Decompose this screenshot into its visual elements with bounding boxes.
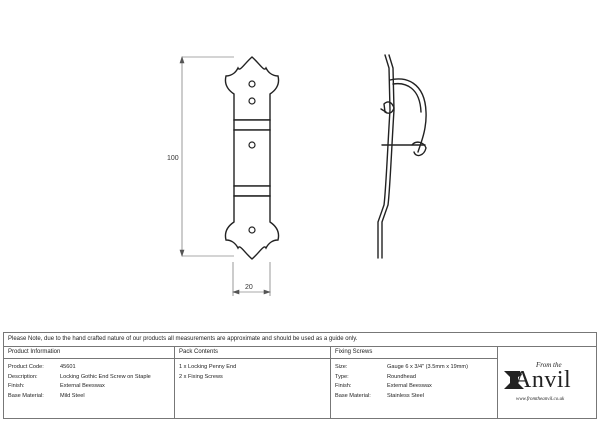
info-row: Base Material: Stainless Steel [335, 392, 425, 399]
info-row: Size: Gauge 6 x 3/4" (3.5mm x 19mm) [335, 364, 468, 370]
pack-contents-section [175, 347, 331, 418]
info-row: Finish: External Beeswax [8, 383, 105, 389]
height-dimension-label: 100 [167, 155, 179, 162]
logo-from-text: From the [536, 361, 562, 369]
info-row: Finish: External Beeswax [335, 383, 432, 389]
logo-name-text: Anvil [514, 367, 572, 393]
product-information-section [4, 347, 175, 418]
section-heading: Pack Contents [175, 347, 330, 359]
logo-url-text: www.fromtheanvil.co.uk [516, 397, 565, 402]
section-heading: Fixing Screws [331, 347, 497, 359]
info-row: Description: Locking Gothic End Screw on Staple [8, 373, 151, 380]
info-row: Product Code: 45601 [8, 364, 76, 370]
width-dimension-label: 20 [245, 284, 253, 291]
info-table [3, 346, 597, 419]
fixing-screws-section [331, 347, 498, 418]
from-the-anvil-logo [496, 347, 596, 418]
pack-item: 1 x Locking Penny End [179, 364, 237, 370]
section-heading: Product Information [4, 347, 174, 359]
height-dimension [180, 57, 234, 256]
disclaimer-note: Please Note, due to the hand crafted nature of our products all measurements are approximate and should be used as a guide only. [3, 332, 597, 346]
info-row: Base Material: Mild Steel [8, 392, 85, 399]
pack-item: 2 x Fixing Screws [179, 373, 223, 380]
staple-side-view [378, 55, 426, 258]
info-row: Type: Roundhead [335, 373, 416, 380]
